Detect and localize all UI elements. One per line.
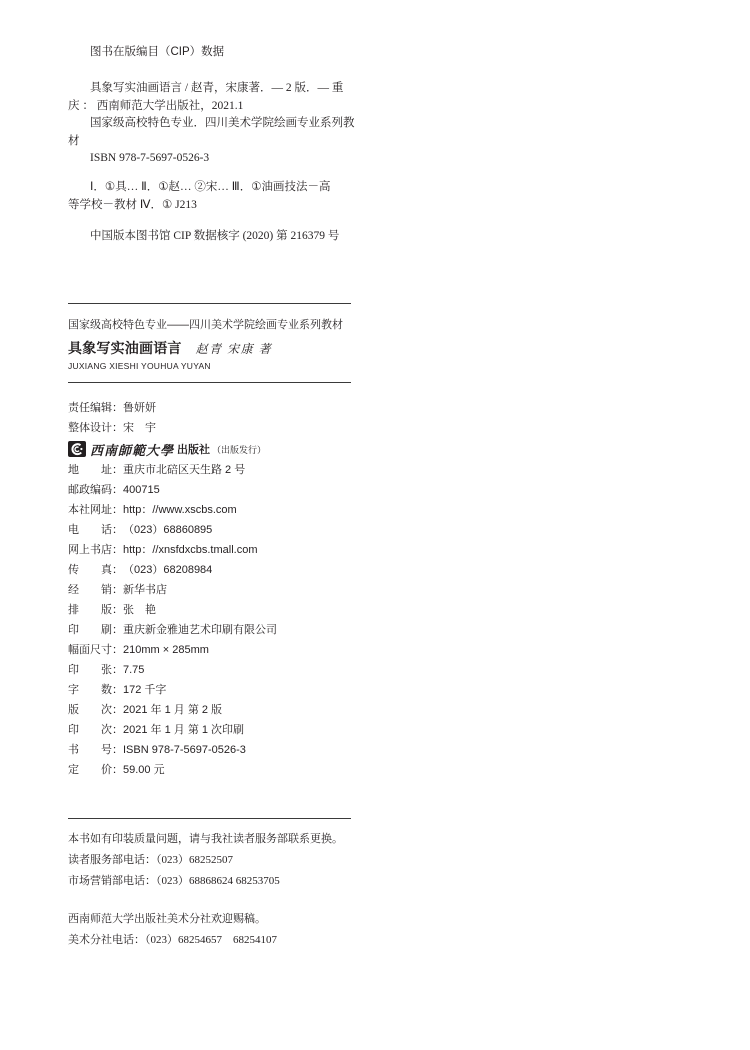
- book-title-pinyin: JUXIANG XIESHI YOUHUA YUYAN: [68, 361, 211, 371]
- detail-row-editor: [68, 398, 368, 418]
- cip-subject-line: 等学校－教材 Ⅳ．① J213: [68, 198, 197, 211]
- cip-record-line: 材: [68, 134, 80, 147]
- detail-value: 宋 宇: [123, 422, 156, 434]
- cip-record-line: 国家级高校特色专业．四川美术学院绘画专业系列教: [90, 117, 355, 129]
- detail-row-website: [68, 500, 368, 520]
- book-authors: 赵青 宋康 著: [195, 342, 273, 356]
- detail-value: http：//xnsfdxcbs.tmall.com: [123, 544, 258, 556]
- publication-details: [68, 398, 368, 780]
- detail-label: 责任编辑：: [68, 402, 123, 414]
- detail-label: 邮政编码：: [68, 484, 123, 496]
- detail-value: 2021 年 1 月 第 2 版: [123, 704, 223, 716]
- publisher-role: （出版发行）: [212, 444, 267, 455]
- detail-row-edition: [68, 700, 368, 720]
- detail-label: 书 号：: [68, 744, 123, 756]
- detail-label: 地 址：: [68, 464, 123, 476]
- detail-row-typesetting: [68, 600, 368, 620]
- detail-label: 电 话：: [68, 524, 123, 536]
- detail-value: 59.00 元: [123, 764, 165, 776]
- detail-value: 重庆新金雅迪艺术印刷有限公司: [123, 624, 277, 636]
- cip-library-note: 中国版本图书馆 CIP 数据核字 (2020) 第 216379 号: [90, 230, 340, 242]
- cip-subject-line: Ⅰ．①具… Ⅱ．①赵… ②宋… Ⅲ．①油画技法－高: [90, 181, 331, 193]
- detail-value: ISBN 978-7-5697-0526-3: [123, 744, 246, 756]
- detail-row-address: [68, 460, 368, 480]
- divider-bottom: [68, 818, 351, 819]
- detail-value: 7.75: [123, 664, 145, 676]
- cip-record-line: 具象写实油画语言 / 赵青，宋康著．— 2 版．— 重: [90, 82, 344, 94]
- detail-value: http：//www.xscbs.com: [123, 504, 237, 516]
- detail-value: 张 艳: [123, 604, 156, 616]
- detail-row-distributor: [68, 580, 368, 600]
- submission-line: 西南师范大学出版社美术分社欢迎赐稿。: [68, 913, 266, 925]
- detail-value: 新华书店: [123, 584, 167, 596]
- publisher-name: 出版社: [177, 444, 211, 456]
- detail-row-word-count: [68, 680, 368, 700]
- detail-value: 400715: [123, 484, 160, 496]
- detail-label: 排 版：: [68, 604, 123, 616]
- divider-middle: [68, 382, 351, 383]
- detail-label: 传 真：: [68, 564, 123, 576]
- notice-line: 本书如有印装质量问题，请与我社读者服务部联系更换。: [68, 833, 343, 845]
- cip-record-line: 庆 ： 西南师范大学出版社，2021.1: [68, 99, 244, 112]
- detail-value: （023）68860895: [123, 524, 213, 536]
- detail-label: 印 刷：: [68, 624, 123, 636]
- submission-line: 美术分社电话：（023）68254657 68254107: [68, 934, 277, 946]
- detail-label: 本社网址：: [68, 504, 123, 516]
- detail-label: 幅面尺寸：: [68, 644, 123, 656]
- detail-label: 字 数：: [68, 684, 123, 696]
- detail-row-phone: [68, 520, 368, 540]
- detail-value: 210mm × 285mm: [123, 644, 209, 656]
- detail-value: 鲁妍妍: [123, 402, 156, 414]
- detail-row-fax: [68, 560, 368, 580]
- detail-row-online-store: [68, 540, 368, 560]
- cip-record: [68, 80, 360, 168]
- series-title: 国家级高校特色专业——四川美术学院绘画专业系列教材: [68, 319, 343, 331]
- detail-label: 经 销：: [68, 584, 123, 596]
- submission-notices: [68, 909, 277, 951]
- detail-row-printing: [68, 720, 368, 740]
- detail-value: 172 千字: [123, 684, 167, 696]
- detail-label: 印 次：: [68, 724, 123, 736]
- cip-heading: 图书在版编目（CIP）数据: [90, 46, 225, 58]
- detail-value: （023）68208984: [123, 564, 213, 576]
- detail-label: 整体设计：: [68, 422, 123, 434]
- reader-notices: [68, 829, 343, 892]
- detail-row-price: [68, 760, 368, 780]
- publisher-logo-row: [68, 438, 368, 460]
- book-title: 具象写实油画语言: [68, 340, 182, 356]
- publisher-logo-text: 西南師範大學: [90, 442, 175, 458]
- detail-value: 重庆市北碚区天生路 2 号: [123, 464, 246, 476]
- detail-row-designer: [68, 418, 368, 438]
- notice-line: 读者服务部电话：（023）68252507: [68, 854, 233, 866]
- detail-row-printed-sheets: [68, 660, 368, 680]
- title-row: [68, 338, 272, 356]
- detail-label: 印 张：: [68, 664, 123, 676]
- detail-row-isbn: [68, 740, 368, 760]
- publisher-emblem-icon: [68, 441, 90, 457]
- divider-top: [68, 303, 351, 304]
- detail-row-postcode: [68, 480, 368, 500]
- detail-row-format-size: [68, 640, 368, 660]
- detail-label: 定 价：: [68, 764, 123, 776]
- cip-subject: [68, 179, 360, 214]
- detail-label: 网上书店：: [68, 544, 123, 556]
- detail-value: 2021 年 1 月 第 1 次印刷: [123, 724, 245, 736]
- detail-row-printer: [68, 620, 368, 640]
- detail-label: 版 次：: [68, 704, 123, 716]
- notice-line: 市场营销部电话：（023）68868624 68253705: [68, 875, 280, 887]
- cip-isbn-line: ISBN 978-7-5697-0526-3: [90, 152, 210, 164]
